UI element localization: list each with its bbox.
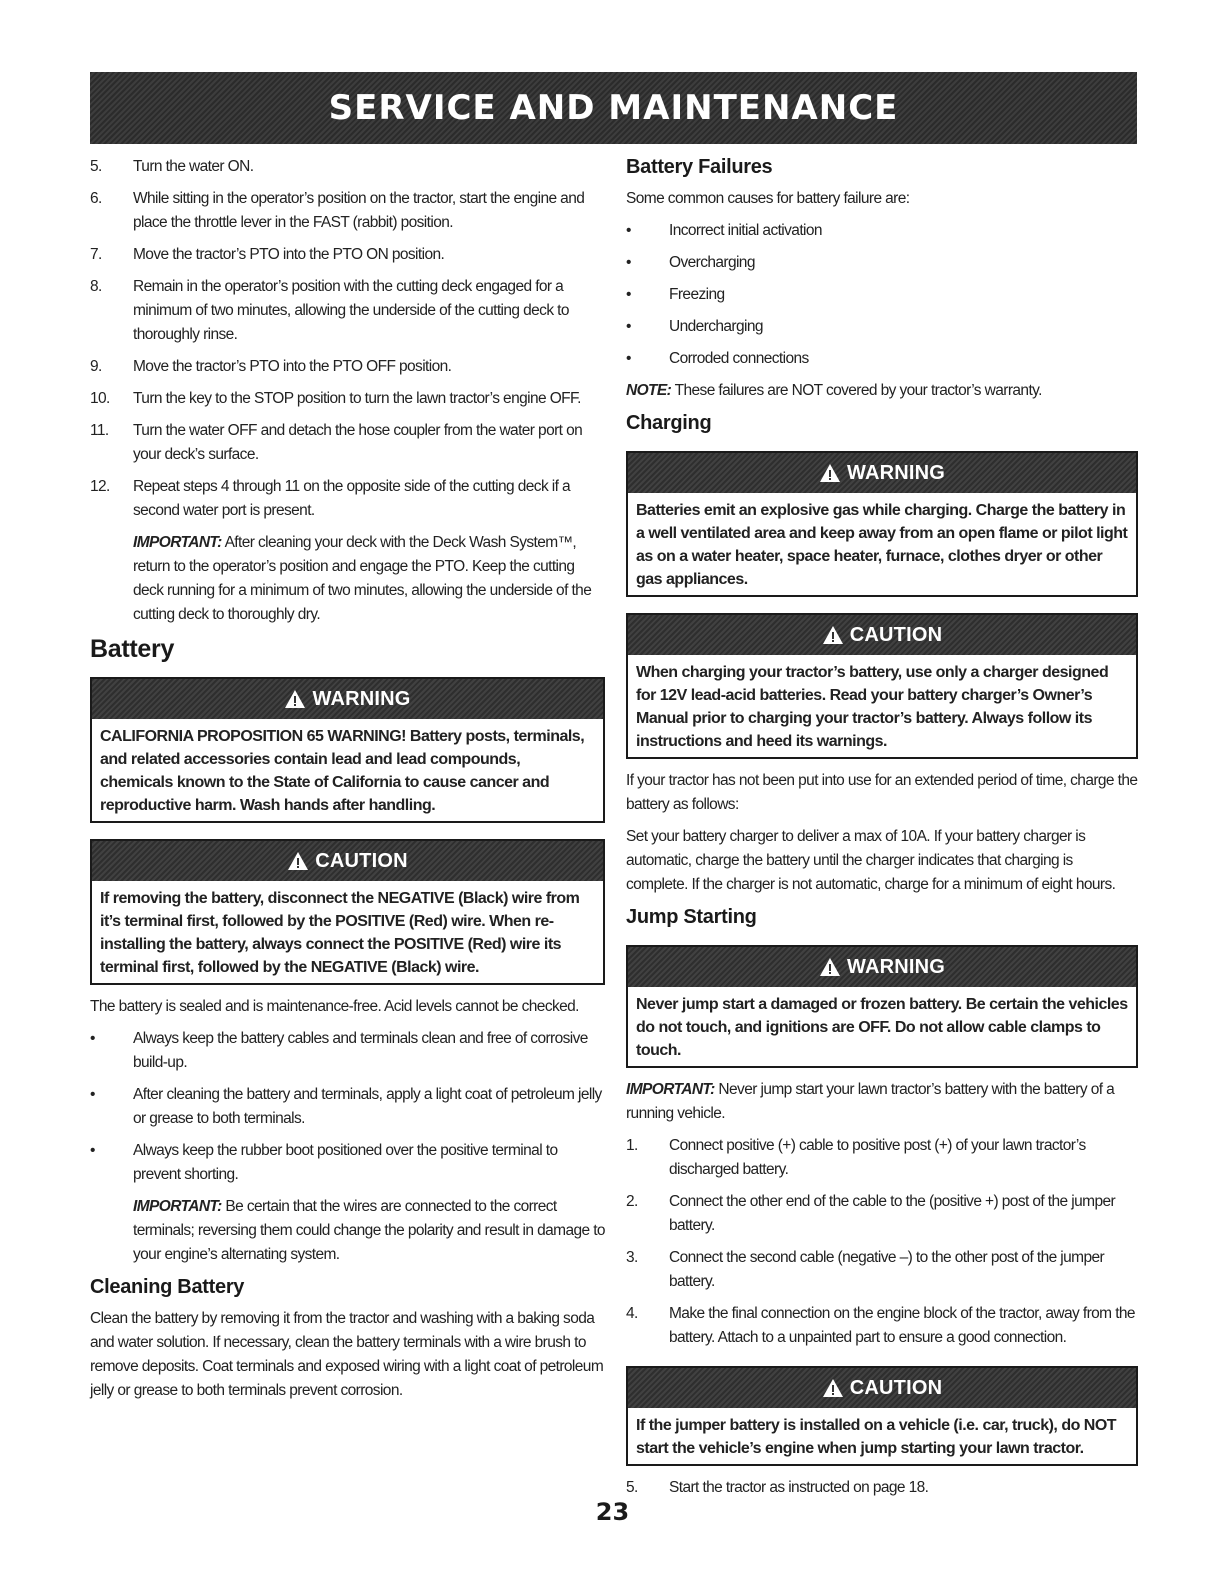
list-item-text: Always keep the battery cables and terminals clean and free of corrosive build-up. xyxy=(133,1030,588,1071)
jump-starting-heading: Jump Starting xyxy=(626,906,757,928)
step-text: Remain in the operator’s position with the cutting deck engaged for a minimum of two minutes, allowing the underside of the cutting deck to thoroughly rinse. xyxy=(133,278,569,343)
battery-failures-heading: Battery Failures xyxy=(626,156,773,178)
failures-intro: Some common causes for battery failure are: xyxy=(626,190,910,207)
jump-step-4 xyxy=(626,1302,1138,1350)
caution-title: CAUTION xyxy=(315,850,408,872)
step-number: 5. xyxy=(626,1479,638,1496)
warning-triangle-icon xyxy=(822,1378,844,1398)
list-item-text: After cleaning the battery and terminals, apply a light coat of petroleum jelly or grease to both terminals. xyxy=(133,1086,602,1127)
step-number: 11. xyxy=(90,422,109,439)
important-note xyxy=(626,1078,1138,1126)
warning-header xyxy=(92,679,603,719)
caution-header xyxy=(628,615,1136,655)
caution-box xyxy=(90,839,605,985)
jump-step-2 xyxy=(626,1190,1138,1238)
bullet-icon: • xyxy=(626,286,631,303)
note-label: NOTE: xyxy=(626,382,672,399)
warning-title: WARNING xyxy=(312,688,411,710)
caution-header xyxy=(92,841,603,881)
step-text: While sitting in the operator’s position on the tractor, start the engine and place the throttle lever in the FAST (rabbit) position. xyxy=(133,190,585,231)
step-number: 1. xyxy=(626,1137,638,1154)
list-item-text: Corroded connections xyxy=(669,350,809,367)
charging-heading: Charging xyxy=(626,412,712,434)
jump-step-5 xyxy=(626,1476,1138,1500)
warning-text: CALIFORNIA PROPOSITION 65 WARNING! Battery posts, terminals, and related accessories contain lead and lead compounds, chemicals known to the State of California to cause cancer and reproductive harm. Wash hands after handling. xyxy=(100,728,585,814)
list-item xyxy=(626,315,1138,339)
warning-box xyxy=(626,451,1138,597)
caution-title: CAUTION xyxy=(849,624,943,646)
step-number: 4. xyxy=(626,1305,638,1322)
step-8 xyxy=(90,275,605,347)
step-number: 3. xyxy=(626,1249,638,1266)
list-item-text: Freezing xyxy=(669,286,725,303)
right-column xyxy=(626,155,1138,1508)
step-text: Connect the other end of the cable to the (positive +) post of the jumper battery. xyxy=(669,1193,1116,1234)
step-text: Move the tractor’s PTO into the PTO OFF position. xyxy=(133,358,452,375)
important-text: Be certain that the wires are connected to the correct terminals; reversing them could change the polarity and result in damage to your engine’s alternating system. xyxy=(133,1198,605,1263)
list-item-text: Undercharging xyxy=(669,318,763,335)
step-number: 9. xyxy=(90,358,102,375)
step-number: 5. xyxy=(90,158,102,175)
jump-step-3 xyxy=(626,1246,1138,1294)
step-10 xyxy=(90,387,605,411)
caution-box xyxy=(626,613,1138,759)
warning-title: WARNING xyxy=(846,462,946,484)
battery-heading: Battery xyxy=(90,635,175,663)
step-9 xyxy=(90,355,605,379)
step-number: 10. xyxy=(90,390,110,407)
cleaning-battery-heading: Cleaning Battery xyxy=(90,1276,245,1298)
caution-text: If removing the battery, disconnect the NEGATIVE (Black) wire from it’s terminal first, followed by the POSITIVE (Red) wire. When re-installing the battery, always connect the POSITIVE (Red) wire its terminal first, followed by the NEGATIVE (Black) wire. xyxy=(100,890,580,976)
step-text: Connect positive (+) cable to positive post (+) of your lawn tractor’s discharged battery. xyxy=(669,1137,1086,1178)
bullet-icon: • xyxy=(626,318,631,335)
caution-text: If the jumper battery is installed on a vehicle (i.e. car, truck), do NOT start the vehicle’s engine when jump starting your lawn tractor. xyxy=(636,1417,1117,1457)
caution-box xyxy=(626,1366,1138,1466)
warning-triangle-icon xyxy=(287,851,309,871)
step-6 xyxy=(90,187,605,235)
step-number: 8. xyxy=(90,278,102,295)
warning-triangle-icon xyxy=(822,625,844,645)
warning-text: Batteries emit an explosive gas while charging. Charge the battery in a well ventilated area and keep away from an open flame or pilot light as on a water heater, space heater, furnace, clothes dryer or other gas appliances. xyxy=(636,502,1128,588)
warning-title: WARNING xyxy=(846,956,946,978)
list-item xyxy=(90,1027,605,1075)
step-number: 12. xyxy=(90,478,110,495)
failures-note xyxy=(626,379,1138,403)
charging-paragraph-2: Set your battery charger to deliver a max of 10A. If your battery charger is automatic, charge the battery until the charger indicates that charging is complete. If the charger is not automatic, charge for a minimum of eight hours. xyxy=(626,828,1116,893)
caution-header xyxy=(628,1368,1136,1408)
step-text: Start the tractor as instructed on page 18. xyxy=(669,1479,929,1496)
list-item xyxy=(626,283,1138,307)
step-text: Turn the key to the STOP position to turn the lawn tractor’s engine OFF. xyxy=(133,390,581,407)
important-text: After cleaning your deck with the Deck Wash System™, return to the operator’s position and engage the PTO. Keep the cutting deck running for a minimum of two minutes, allowing the underside of the cutting deck to thoroughly dry. xyxy=(133,534,592,623)
warning-triangle-icon xyxy=(819,463,841,483)
bullet-icon: • xyxy=(626,350,631,367)
step-12 xyxy=(90,475,605,523)
list-item-text: Incorrect initial activation xyxy=(669,222,822,239)
important-note xyxy=(90,531,605,627)
step-text: Turn the water ON. xyxy=(133,158,254,175)
warning-box xyxy=(626,945,1138,1068)
page-title: SERVICE AND MAINTENANCE xyxy=(328,88,899,128)
bullet-icon: • xyxy=(90,1030,95,1047)
list-item xyxy=(626,347,1138,371)
bullet-icon: • xyxy=(90,1086,95,1103)
important-note xyxy=(90,1195,605,1267)
warning-text: Never jump start a damaged or frozen battery. Be certain the vehicles do not touch, and ignitions are OFF. Do not allow cable clamps to touch. xyxy=(636,996,1128,1059)
jump-step-1 xyxy=(626,1134,1138,1182)
caution-title: CAUTION xyxy=(849,1377,943,1399)
list-item-text: Always keep the rubber boot positioned over the positive terminal to prevent shorting. xyxy=(133,1142,558,1183)
warning-header xyxy=(628,453,1136,493)
page-number: 23 xyxy=(595,1498,630,1526)
caution-text: When charging your tractor’s battery, use only a charger designed for 12V lead-acid batteries. Read your battery charger’s Owner’s Manual prior to charging your tractor’s battery. Always follow its instructions and heed its warnings. xyxy=(636,664,1109,750)
step-text: Move the tractor’s PTO into the PTO ON position. xyxy=(133,246,445,263)
important-label: IMPORTANT: xyxy=(133,1198,222,1215)
warning-triangle-icon xyxy=(284,689,306,709)
step-number: 2. xyxy=(626,1193,638,1210)
step-5 xyxy=(90,155,605,179)
important-label: IMPORTANT: xyxy=(626,1081,715,1098)
charging-paragraph-1: If your tractor has not been put into use for an extended period of time, charge the battery as follows: xyxy=(626,772,1138,813)
warning-header xyxy=(628,947,1136,987)
step-number: 6. xyxy=(90,190,102,207)
step-11 xyxy=(90,419,605,467)
bullet-icon: • xyxy=(626,254,631,271)
battery-intro: The battery is sealed and is maintenance-free. Acid levels cannot be checked. xyxy=(90,998,579,1015)
step-text: Repeat steps 4 through 11 on the opposite side of the cutting deck if a second water port is present. xyxy=(133,478,571,519)
list-item xyxy=(626,219,1138,243)
step-7 xyxy=(90,243,605,267)
step-text: Connect the second cable (negative –) to the other post of the jumper battery. xyxy=(669,1249,1105,1290)
cleaning-battery-text: Clean the battery by removing it from the tractor and washing with a baking soda and water solution. If necessary, clean the battery terminals with a wire brush to remove deposits. Coat terminals and exposed wiring with a light coat of petroleum jelly or grease to both terminals prevent corrosion. xyxy=(90,1310,604,1399)
list-item xyxy=(626,251,1138,275)
bullet-icon: • xyxy=(90,1142,95,1159)
note-text: These failures are NOT covered by your tractor’s warranty. xyxy=(671,382,1042,399)
step-number: 7. xyxy=(90,246,102,263)
list-item xyxy=(90,1139,605,1187)
bullet-icon: • xyxy=(626,222,631,239)
warning-triangle-icon xyxy=(819,957,841,977)
list-item-text: Overcharging xyxy=(669,254,755,271)
warning-box xyxy=(90,677,605,823)
important-text: Never jump start your lawn tractor’s battery with the battery of a running vehicle. xyxy=(626,1081,1115,1122)
step-text: Turn the water OFF and detach the hose coupler from the water port on your deck’s surface. xyxy=(133,422,583,463)
left-column xyxy=(90,155,605,1411)
important-label: IMPORTANT: xyxy=(133,534,222,551)
list-item xyxy=(90,1083,605,1131)
page-header-banner xyxy=(90,72,1137,144)
step-text: Make the final connection on the engine block of the tractor, away from the battery. Attach to a unpainted part to ensure a good connection. xyxy=(669,1305,1135,1346)
